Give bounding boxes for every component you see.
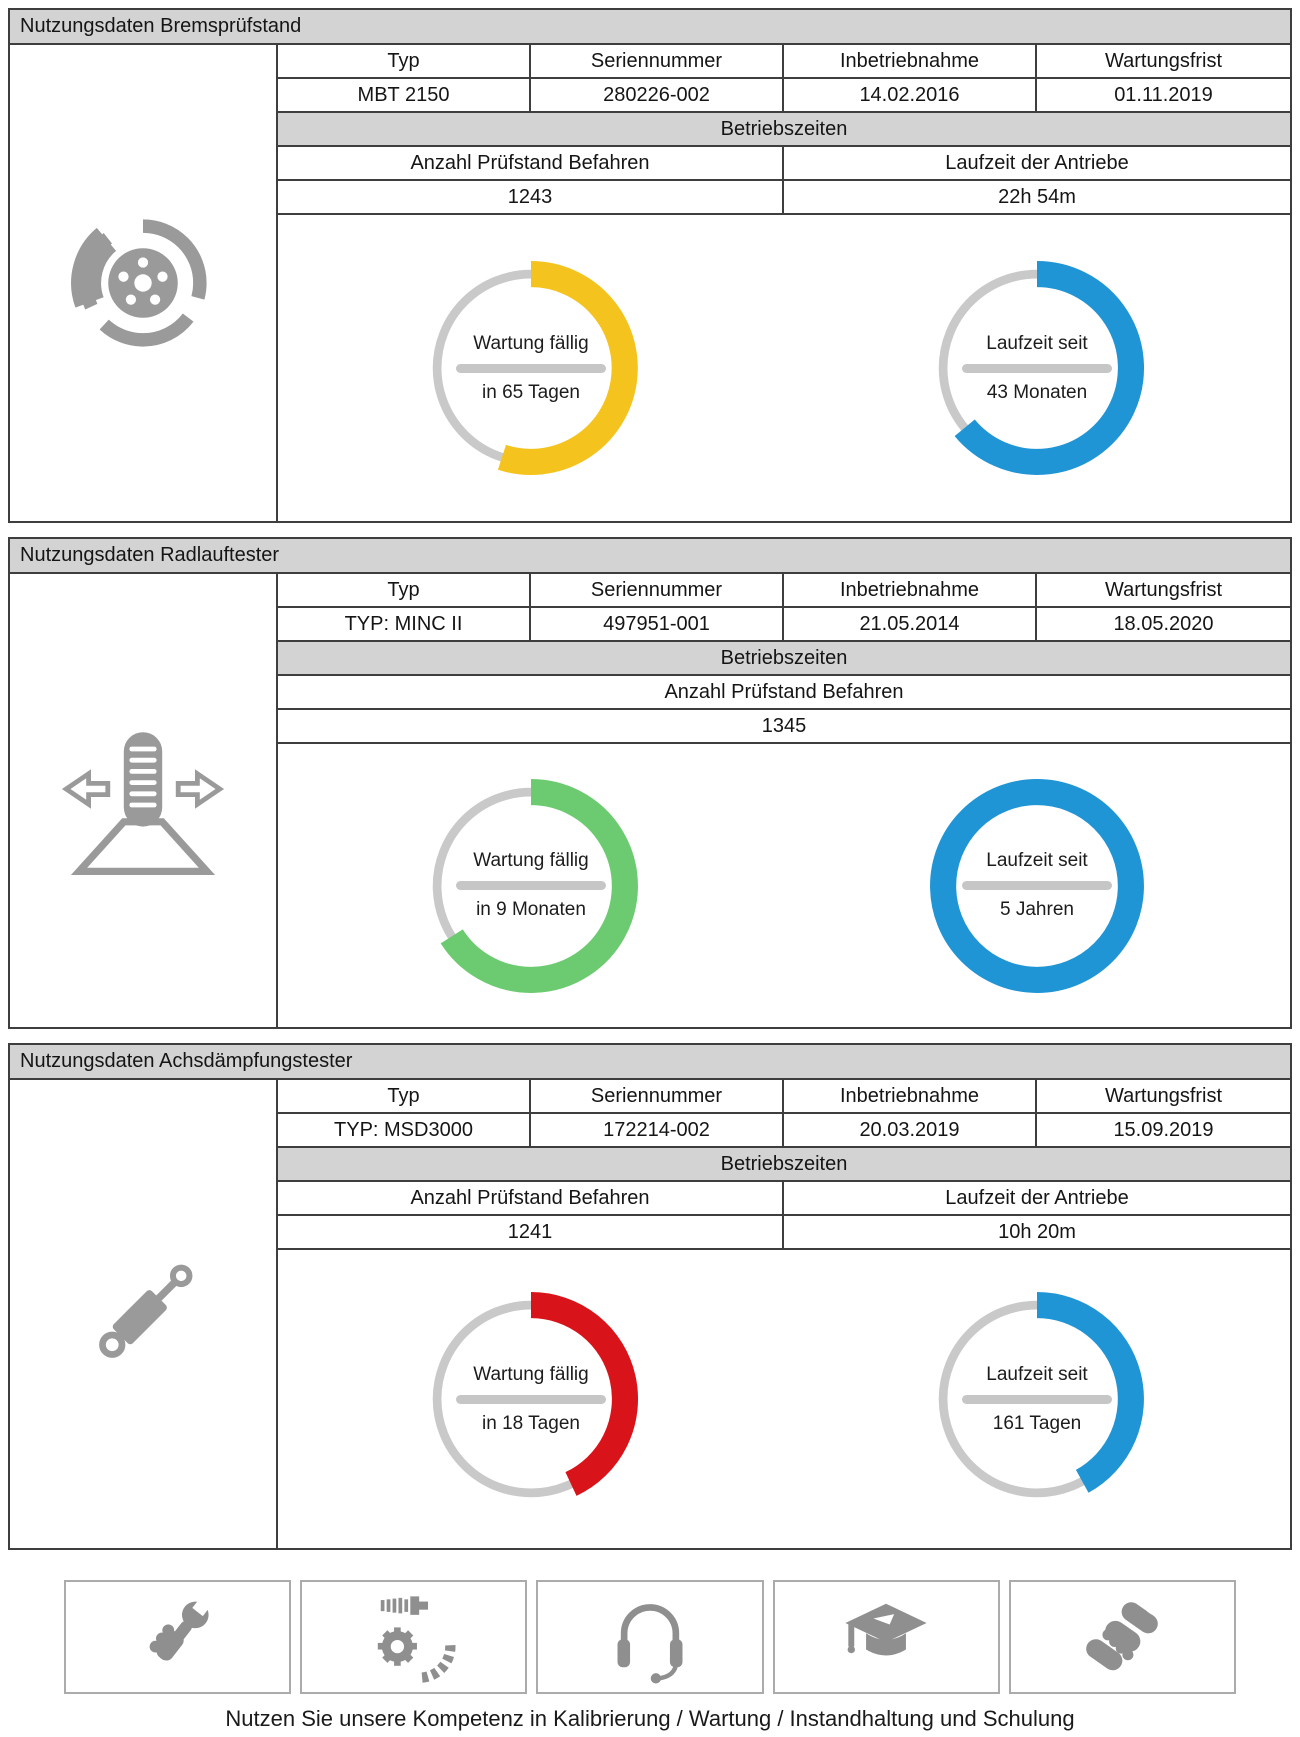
usage-header-anzahl: Anzahl Prüfstand Befahren xyxy=(278,147,784,179)
gauge-value: 161 Tagen xyxy=(992,1412,1082,1434)
gauge-row xyxy=(278,1250,1290,1548)
betriebszeiten-label: Betriebszeiten xyxy=(720,646,848,669)
betriebszeiten-label: Betriebszeiten xyxy=(720,1152,848,1175)
brake-disc-icon xyxy=(64,204,222,362)
section-title-radlauftester: Nutzungsdaten Radlauftester xyxy=(10,539,1290,574)
gauge-divider xyxy=(962,881,1112,890)
usage-value-laufzeit: 22h 54m xyxy=(998,185,1076,208)
runtime-gauge xyxy=(916,247,1158,489)
col-header-inbetriebnahme: Inbetriebnahme xyxy=(784,1080,1037,1112)
section-title-achsdaempfungstester: Nutzungsdaten Achsdämpfungstester xyxy=(10,1045,1290,1080)
usage-header-laufzeit: Laufzeit der Antriebe xyxy=(945,1186,1129,1209)
gauge-label: Wartung fällig xyxy=(473,1363,589,1385)
gauge-label: Laufzeit seit xyxy=(986,850,1088,871)
col-header-inbetriebnahme: Inbetriebnahme xyxy=(784,45,1037,77)
gauge-divider xyxy=(456,364,606,373)
betriebszeiten-band xyxy=(278,1148,1290,1182)
gauge-value: in 65 Tagen xyxy=(482,381,580,403)
usage-header-anzahl: Anzahl Prüfstand Befahren xyxy=(278,1182,784,1214)
value-inbetriebnahme: 14.02.2016 xyxy=(784,79,1037,111)
section-bremspruefstand xyxy=(8,8,1292,523)
betriebszeiten-band xyxy=(278,642,1290,676)
headset-icon xyxy=(602,1589,698,1685)
usage-header-row xyxy=(278,1182,1290,1216)
value-typ: TYP: MINC II xyxy=(278,608,531,640)
col-header-seriennummer: Seriennummer xyxy=(531,574,784,606)
gauge-value: in 18 Tagen xyxy=(482,1412,580,1434)
gauge-divider xyxy=(456,881,606,890)
usage-header-row xyxy=(278,676,1290,710)
graduation-cap-icon xyxy=(838,1589,934,1685)
gauge-value: 5 Jahren xyxy=(1000,899,1074,920)
usage-value-row xyxy=(278,710,1290,744)
wrench-hand-icon xyxy=(130,1589,226,1685)
usage-value-anzahl: 1345 xyxy=(761,714,807,737)
value-inbetriebnahme: 20.03.2019 xyxy=(784,1114,1037,1146)
info-value-row xyxy=(278,1114,1290,1148)
col-header-seriennummer: Seriennummer xyxy=(531,45,784,77)
usage-header-laufzeit: Laufzeit der Antriebe xyxy=(945,151,1129,174)
usage-value-anzahl: 1243 xyxy=(278,181,784,213)
gauge-value: 43 Monaten xyxy=(986,381,1088,403)
info-header-row xyxy=(278,1080,1290,1114)
col-header-typ: Typ xyxy=(278,1080,531,1112)
footer-slogan: Nutzen Sie unsere Kompetenz in Kalibrierung / Wartung / Instandhaltung und Schulung xyxy=(225,1706,1075,1731)
usage-value-row xyxy=(278,181,1290,215)
gauge-label: Laufzeit seit xyxy=(986,1363,1088,1385)
betriebszeiten-band xyxy=(278,113,1290,147)
gauge-divider xyxy=(962,364,1112,373)
usage-value-row xyxy=(278,1216,1290,1250)
value-seriennummer: 497951-001 xyxy=(531,608,784,640)
value-typ: TYP: MSD3000 xyxy=(278,1114,531,1146)
maintenance-due-gauge xyxy=(410,765,652,1007)
value-seriennummer: 280226-002 xyxy=(531,79,784,111)
gauge-value: in 9 Monaten xyxy=(476,899,586,920)
runtime-gauge xyxy=(916,1278,1158,1520)
gauge-label: Wartung fällig xyxy=(473,850,589,871)
info-value-row xyxy=(278,608,1290,642)
section-achsdaempfungstester xyxy=(8,1043,1292,1550)
col-header-inbetriebnahme: Inbetriebnahme xyxy=(784,574,1037,606)
service-tile-row xyxy=(8,1580,1292,1694)
service-tile-partnership[interactable] xyxy=(1009,1580,1236,1694)
info-header-row xyxy=(278,574,1290,608)
runtime-gauge xyxy=(916,765,1158,1007)
gear-screw-icon xyxy=(366,1589,462,1685)
info-header-row xyxy=(278,45,1290,79)
usage-value-laufzeit: 10h 20m xyxy=(998,1220,1076,1243)
gauge-divider xyxy=(962,1395,1112,1404)
value-wartungsfrist: 01.11.2019 xyxy=(1114,83,1213,106)
service-tile-calibration[interactable] xyxy=(64,1580,291,1694)
value-seriennummer: 172214-002 xyxy=(531,1114,784,1146)
shock-absorber-icon xyxy=(68,1239,218,1389)
gauge-label: Laufzeit seit xyxy=(986,332,1088,354)
service-tile-maintenance[interactable] xyxy=(300,1580,527,1694)
col-header-typ: Typ xyxy=(278,574,531,606)
value-typ: MBT 2150 xyxy=(278,79,531,111)
tire-tracking-icon xyxy=(55,721,231,881)
section-radlauftester xyxy=(8,537,1292,1029)
gauge-label: Wartung fällig xyxy=(473,332,589,354)
value-inbetriebnahme: 21.05.2014 xyxy=(784,608,1037,640)
gauge-row xyxy=(278,215,1290,521)
usage-header-anzahl: Anzahl Prüfstand Befahren xyxy=(664,680,904,703)
value-wartungsfrist: 18.05.2020 xyxy=(1113,612,1214,635)
service-tile-training[interactable] xyxy=(773,1580,1000,1694)
device-icon-cell xyxy=(10,45,278,521)
col-header-seriennummer: Seriennummer xyxy=(531,1080,784,1112)
info-value-row xyxy=(278,79,1290,113)
service-tile-support[interactable] xyxy=(536,1580,763,1694)
usage-header-row xyxy=(278,147,1290,181)
device-icon-cell xyxy=(10,1080,278,1548)
col-header-wartungsfrist: Wartungsfrist xyxy=(1104,578,1223,601)
usage-value-anzahl: 1241 xyxy=(278,1216,784,1248)
col-header-typ: Typ xyxy=(278,45,531,77)
section-title-bremspruefstand: Nutzungsdaten Bremsprüfstand xyxy=(10,10,1290,45)
maintenance-due-gauge xyxy=(410,1278,652,1520)
value-wartungsfrist: 15.09.2019 xyxy=(1113,1118,1214,1141)
gauge-row xyxy=(278,744,1290,1027)
maintenance-due-gauge xyxy=(410,247,652,489)
betriebszeiten-label: Betriebszeiten xyxy=(720,117,848,140)
col-header-wartungsfrist: Wartungsfrist xyxy=(1104,1084,1223,1107)
col-header-wartungsfrist: Wartungsfrist xyxy=(1104,49,1223,72)
gauge-divider xyxy=(456,1395,606,1404)
handshake-icon xyxy=(1074,1589,1170,1685)
device-icon-cell xyxy=(10,574,278,1027)
